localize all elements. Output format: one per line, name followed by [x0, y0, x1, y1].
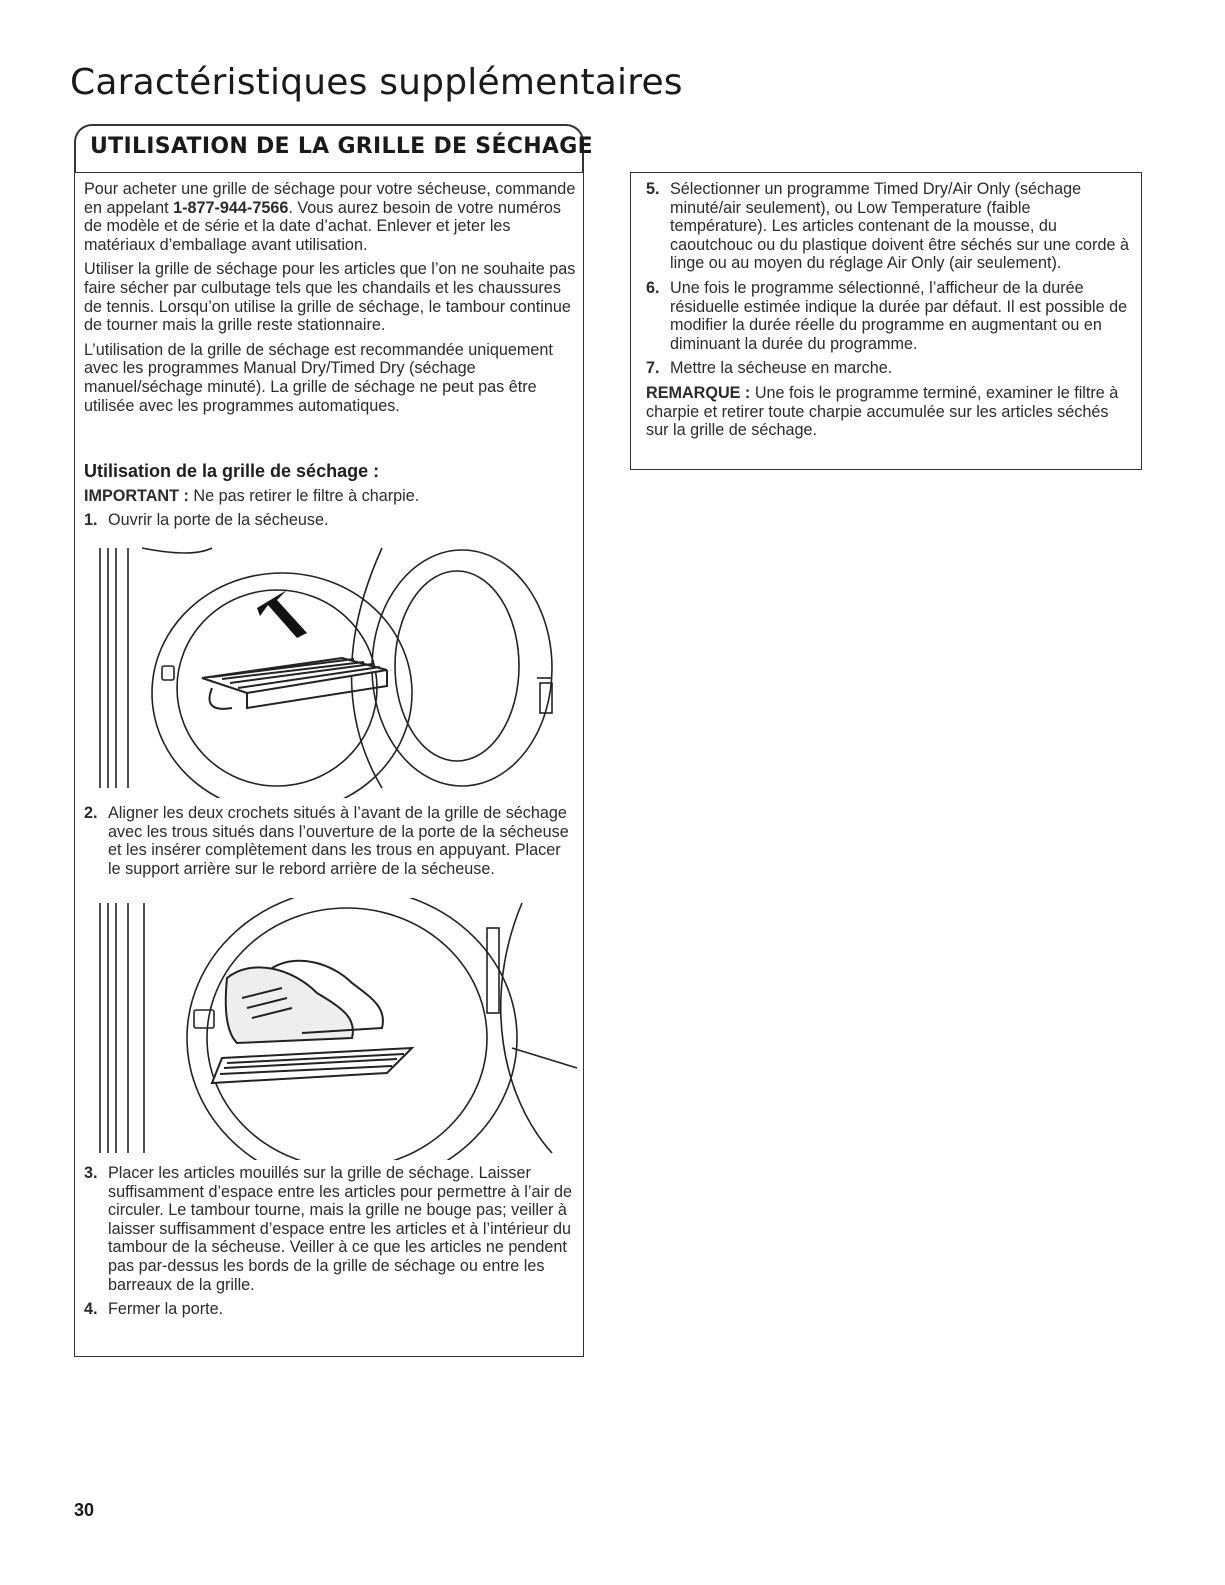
right-column-text — [646, 180, 1132, 446]
intro-paragraph-programs: L’utilisation de la grille de séchage est recommandée uniquement avec les programmes Manual Dry/Timed Dry (séchage manuel/séchage minuté). La grille de séchage ne peut pas être utilisée avec les programmes automatiques. — [84, 340, 553, 415]
steps-3-4-block — [84, 1164, 576, 1325]
drying-rack — [202, 658, 387, 709]
direction-arrow — [257, 590, 307, 638]
page-title: Caractéristiques supplémentaires — [70, 62, 683, 103]
step-2-block — [84, 804, 576, 884]
note: REMARQUE : Une fois le programme terminé, examiner le filtre à charpie et retirer toute charpie accumulée sur les articles séchés sur la grille de séchage. — [646, 383, 1119, 440]
section-heading: UTILISATION DE LA GRILLE DE SÉCHAGE — [90, 134, 593, 159]
step-2: 2. Aligner les deux crochets situés à l’avant de la grille de séchage avec les trous situés dans l’ouverture de la porte de la sécheuse et les insérer complètement dans les trous en appuyant. Placer le support arrière sur le rebord arrière de la sécheuse. — [84, 804, 569, 878]
instructions-header — [84, 462, 576, 536]
intro-paragraph-purchase: Pour acheter une grille de séchage pour votre sécheuse, commande en appelant 1-877-944-7566. Vous aurez besoin de votre numéros de modèle et de série et la date d’achat. Enlever et jeter les matériaux d’emballage avant utilisation. — [84, 180, 576, 254]
rack-with-shoes — [212, 961, 412, 1083]
step-7: 7. Mettre la sécheuse en marche. — [646, 359, 893, 378]
intro-text — [84, 180, 576, 421]
step-3: 3. Placer les articles mouillés sur la grille de séchage. Laisser suffisamment d’espace entre les articles pour permettre à l’air de circuler. Le tambour tourne, mais la grille ne bouge pas; veiller à laisser suffisamment d’espace entre les articles et à l’intérieur du tambour de la sécheuse. Veiller à ce que les articles ne pendent pas par-dessus les bords de la grille de séchage ou entre les barreaux de la grille. — [84, 1164, 572, 1294]
page-number: 30 — [74, 1500, 95, 1520]
phone-number: 1-877-944-7566 — [173, 198, 289, 217]
important-note: IMPORTANT : Ne pas retirer le filtre à charpie. — [84, 486, 420, 505]
illustration-open-door-rack — [82, 538, 582, 798]
step-5: 5. Sélectionner un programme Timed Dry/Air Only (séchage minuté/air seulement), ou Low Temperature (faible température). Les articles contenant de la mousse, du caoutchouc ou du plastique doivent être séchés sur une corde à linge ou au moyen du réglage Air Only (air seulement). — [646, 180, 1129, 273]
instructions-subheading: Utilisation de la grille de séchage : — [84, 461, 380, 481]
step-6: 6. Une fois le programme sélectionné, l’afficheur de la durée résiduelle estimée indique la durée par défaut. Il est possible de modifier la durée réelle du programme en augmentant ou en diminuant la durée du programme. — [646, 278, 1128, 353]
intro-paragraph-usage: Utiliser la grille de séchage pour les articles que l’on ne souhaite pas faire sécher par culbutage tels que les chandails et les chaussures de tennis. Lorsqu’on utilise la grille de séchage, le tambour continue de tourner mais la grille reste stationnaire. — [84, 260, 576, 335]
step-4: 4. Fermer la porte. — [84, 1300, 224, 1319]
step-1: 1. Ouvrir la porte de la sécheuse. — [84, 511, 329, 530]
illustration-shoes-on-rack — [82, 898, 582, 1160]
